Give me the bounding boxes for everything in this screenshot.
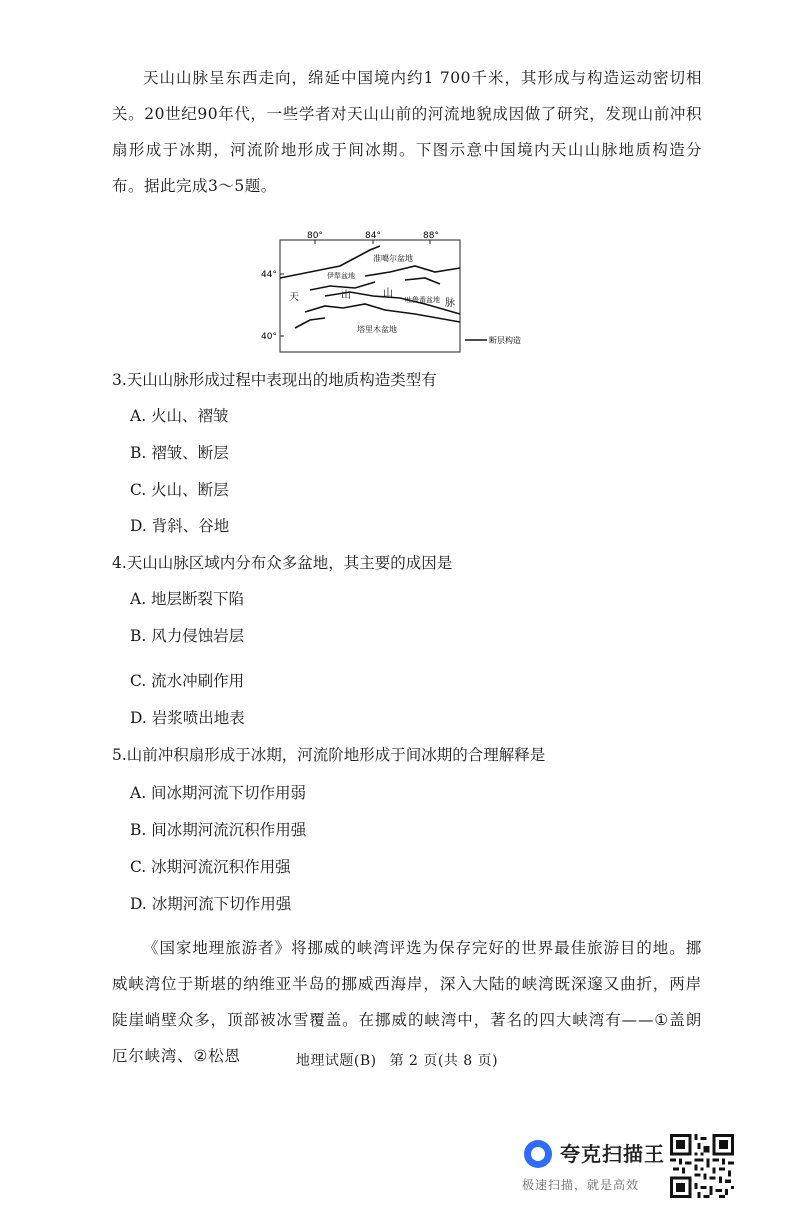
lon-label-88: 88°: [423, 231, 439, 241]
question-5-option-c: C. 冰期河流沉积作用强: [130, 858, 291, 876]
question-5-option-a: A. 间冰期河流下切作用弱: [130, 784, 307, 802]
fault-turpan: [405, 278, 440, 284]
fault-yili-south: [310, 282, 375, 290]
label-yili-basin: 伊犁盆地: [327, 272, 355, 280]
footer-page-number: 第 2 页(共 8 页): [389, 1053, 499, 1069]
label-turpan-basin: 吐鲁番盆地: [405, 296, 440, 304]
label-shan-2: 山: [383, 288, 393, 299]
fault-southwest: [295, 318, 325, 328]
lat-label-40: 40°: [261, 332, 277, 342]
label-tian: 天: [289, 292, 299, 303]
question-4-option-a: A. 地层断裂下陷: [130, 590, 245, 608]
question-3-option-a: A. 火山、褶皱: [130, 407, 229, 425]
label-mai: 脉: [445, 298, 455, 309]
question-3-option-c: C. 火山、断层: [130, 481, 229, 499]
passage-tianshan: 天山山脉呈东西走向，绵延中国境内约1 700千米，其形成与构造运动密切相关。20世纪90年代，一些学者对天山山前的河流地貌成因做了研究，发现山前冲积扇形成于冰期，河流阶地形成于间冰期。下图示意中国境内天山山脉地质构造分布。据此完成3～5题。: [112, 69, 702, 195]
lon-label-84: 84°: [365, 231, 381, 241]
passage-norway-fjords: 《国家地理旅游者》将挪威的峡湾评选为保存完好的世界最佳旅游目的地。挪威峡湾位于斯堪的纳维亚半岛的挪威西海岸，深入大陆的峡湾既深邃又曲折，两岸陡崖峭壁众多，顶部被冰雪覆盖。在挪威的峡湾中，著名的四大峡湾有——①盖朗厄尔峡湾、②松恩: [112, 939, 702, 1065]
watermark-slogan: 极速扫描，就是高效: [522, 1178, 640, 1192]
scanner-watermark: [520, 1132, 740, 1202]
qr-code-icon: [670, 1134, 734, 1198]
footer-subject: 地理试题(B): [295, 1053, 377, 1069]
question-4-stem: 4.天山山脉区域内分布众多盆地，其主要的成因是: [112, 554, 453, 572]
question-5-option-b: B. 间冰期河流沉积作用强: [130, 821, 307, 839]
question-5-stem: 5.山前冲积扇形成于冰期，河流阶地形成于间冰期的合理解释是: [112, 746, 546, 764]
tianshan-fault-map: [255, 228, 545, 356]
question-3-stem: 3.天山山脉形成过程中表现出的地质构造类型有: [112, 371, 437, 389]
question-4-option-b: B. 风力侵蚀岩层: [130, 627, 245, 645]
label-shan-1: 山: [341, 290, 351, 301]
legend-fault-label: 断层构造: [489, 336, 521, 345]
question-5-option-d: D. 冰期河流下切作用强: [130, 895, 292, 913]
quark-logo-icon: [524, 1140, 552, 1168]
question-3-option-b: B. 褶皱、断层: [130, 444, 229, 462]
lon-label-80: 80°: [307, 231, 323, 241]
label-junggar-basin: 准噶尔盆地: [373, 254, 413, 263]
question-4-option-d: D. 岩浆喷出地表: [130, 709, 245, 727]
page-footer: [0, 1050, 794, 1070]
question-3-option-d: D. 背斜、谷地: [130, 517, 230, 535]
fault-north-2: [365, 266, 460, 276]
lat-label-44: 44°: [261, 270, 277, 280]
question-4-option-c: C. 流水冲刷作用: [130, 672, 245, 690]
watermark-name: 夸克扫描王: [560, 1142, 665, 1166]
label-tarim-basin: 塔里木盆地: [357, 325, 397, 334]
fault-lines: [280, 246, 460, 328]
